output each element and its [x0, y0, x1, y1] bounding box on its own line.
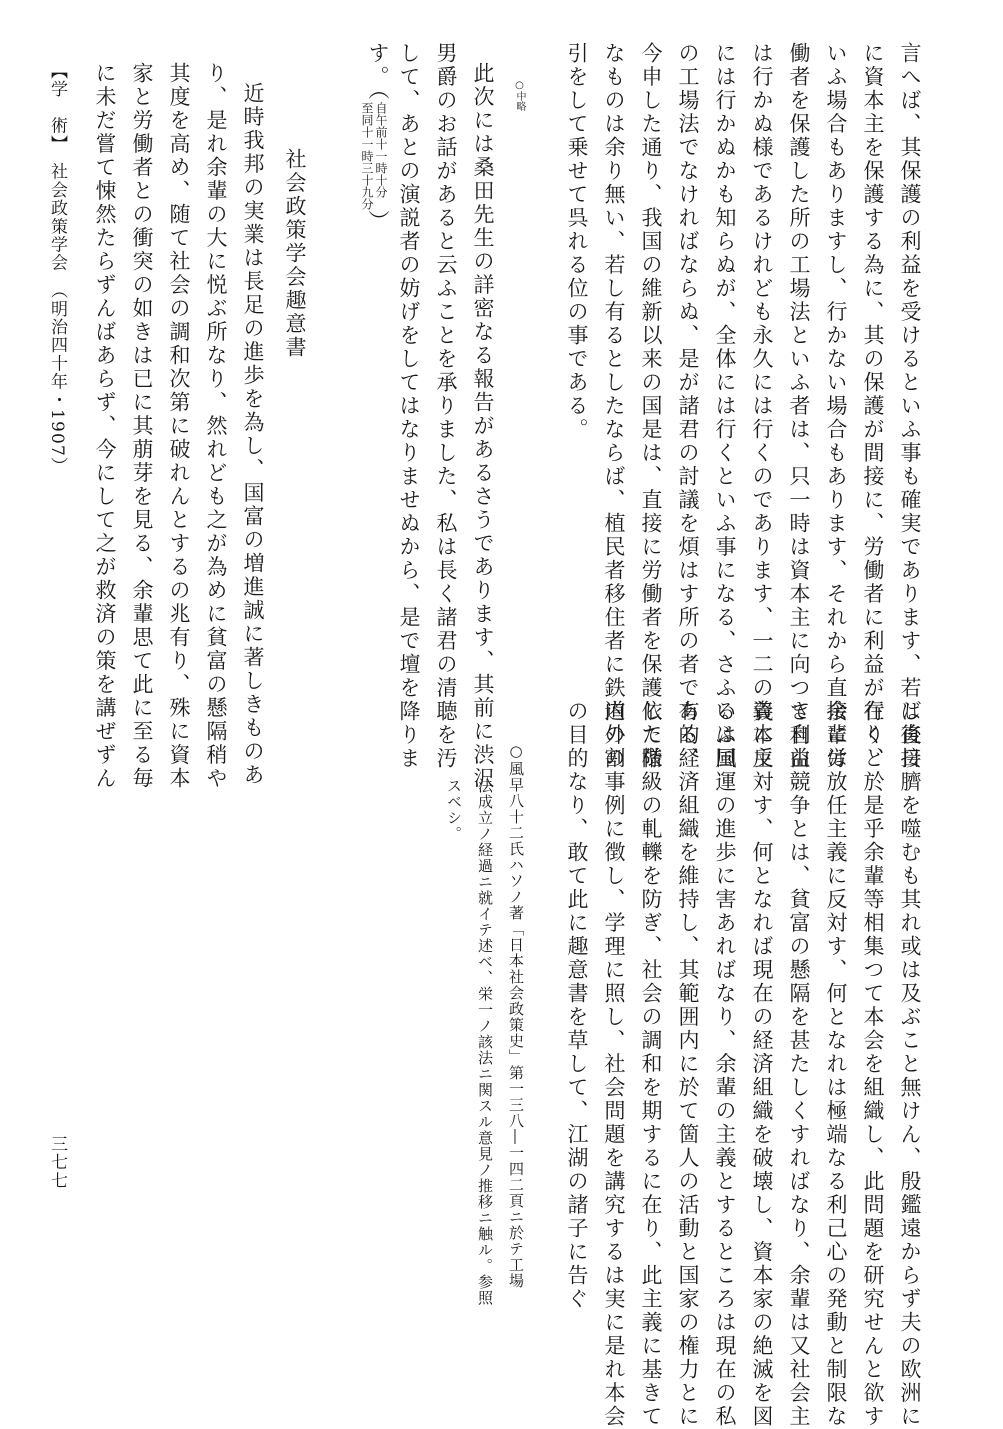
text-line: 余輩は放任主義に反対す、何となれは極端なる利己心の発動と制限な	[824, 700, 848, 1429]
text-line: の目的なり、敢て此に趣意書を草して、江湖の諸子に告ぐ	[565, 700, 589, 1311]
text-line: 働者を保護した所の工場法といふ者は、只一時は資本主に向つて利益	[787, 42, 811, 771]
text-line: 義に反対す、何となれば現在の経済組織を破壊し、資本家の絶滅を図	[750, 700, 774, 1429]
text-line: るは国運の進歩に害あればなり、余輩の主義とするところは現在の私	[713, 700, 737, 1429]
footnote-line: スベシ。	[445, 778, 463, 842]
time-note-start: 自午前十一時十分	[374, 102, 388, 198]
text-line: き自由競争とは、貧富の懸隔を甚たしくすればなり、余輩は又社会主	[787, 700, 811, 1429]
text-line: には行かぬかも知らぬが、全体には行くといふ事になる、さふいふ風	[713, 42, 737, 771]
footnote-line: 法成立ノ経過ニ就イテ述ベ、栄一ノ該法ニ関スル意見ノ推移ニ触ル。参照	[476, 778, 494, 1306]
text-line: 内外の事例に徴し、学理に照し、社会問題を講究するは実に是れ本会	[602, 700, 626, 1429]
text-line: 家と労働者との衝突の如きは已に其萠芽を見る、余輩思て此に至る毎	[130, 62, 154, 791]
time-note-open: （	[366, 89, 390, 102]
closing-line-with-note	[358, 42, 388, 234]
text-line: 男爵のお話があると云ふことを承りました、私は長く諸君の清聴を汚	[434, 42, 458, 771]
source-label: 【学 術】 社会政策学会 （明治四十年・1907）	[47, 62, 67, 476]
text-line: の工場法でなければならぬ、是が諸君の討議を煩はす所の者である、	[676, 42, 700, 771]
text-line: して、あとの演説者の妨げをしてはなりませぬから、是で壇を降りま	[397, 42, 421, 771]
page-number: 三七七	[47, 1135, 67, 1190]
time-note-end: 至同十一時三十九分	[360, 102, 374, 210]
text-line: いふ場合もありますし、行かない場合もあります、それから直接に労	[824, 42, 848, 771]
text-line: り、是れ余輩の大に悦ぶ所なり、然れども之が為めに貧富の懸隔稍や	[204, 62, 228, 791]
text-line: に資本主を保護する為に、其の保護が間接に、労働者に利益が行くと	[861, 42, 885, 771]
time-note-close: ）	[366, 210, 390, 234]
text-line: 其度を高め、随て社会の調和次第に破れんとするの兆有り、殊に資本	[167, 62, 191, 791]
text-line: ば後日臍を噬むも其れ或は及ぶこと無けん、殷鑑遠からず夫の欧洲に	[898, 700, 922, 1429]
text-line: 有的経済組織を維持し、其範囲内に於て箇人の活動と国家の権力とに	[676, 700, 700, 1429]
text-line: 在り、於是乎余輩等相集つて本会を組織し、此問題を研究せんと欲す	[861, 700, 885, 1429]
text-line: に未だ嘗て悚然たらずんばあらず、今にして之が救済の策を講ぜずん	[93, 62, 117, 791]
text-line: 今申した通り、我国の維新以来の国是は、直接に労働者を保護した様	[639, 42, 663, 771]
prospectus-title: 社会政策学会趣意書	[283, 148, 307, 360]
text-line: 此次には桑田先生の詳密なる報告があるさうであります、其前に渋沢	[471, 62, 495, 791]
text-line: 依て階級の軋轢を防ぎ、社会の調和を期するに在り、此主義に基きて	[639, 700, 663, 1429]
footnote-line: ○風早八十二氏ハソノ著「日本社会政策史」第一三八―一四二頁ニ於テ工場	[507, 742, 525, 1289]
text-line: 近時我邦の実業は長足の進歩を為し、国富の増進誠に著しきものあ	[241, 82, 265, 787]
text-line: は行かぬ様であるけれども永久には行くのであります、一二の資本主	[750, 42, 774, 771]
text-line: なものは余り無い、若し有るとしたならば、植民者移住者に鉄道の割	[602, 42, 626, 771]
time-note	[360, 102, 388, 210]
omission-mark: ○中略	[514, 80, 525, 111]
text-line-end: す。	[366, 42, 390, 89]
text-line: 言へば、其保護の利益を受けるといふ事も確実であります、若し直接	[898, 42, 922, 771]
text-line: 引をして乗せて呉れる位の事である。	[565, 42, 589, 442]
